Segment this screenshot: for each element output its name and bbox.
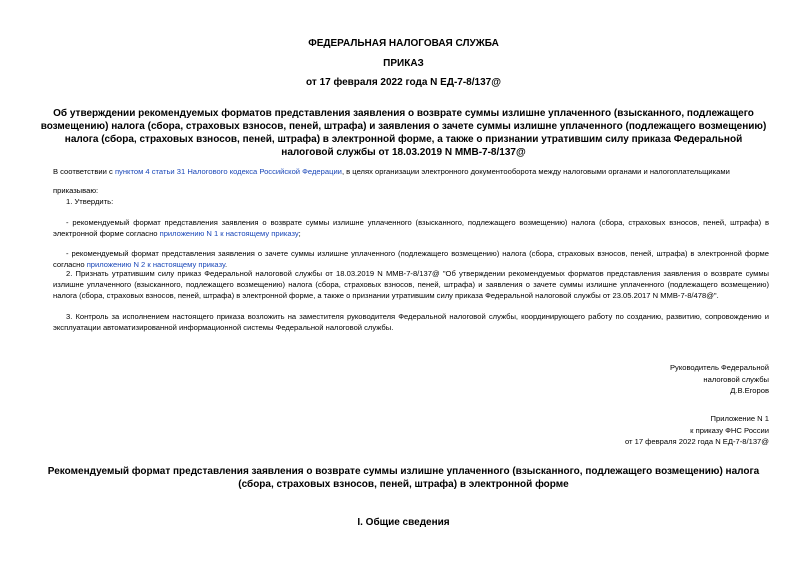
preamble bbox=[53, 166, 769, 177]
appendix-2-link[interactable]: приложению N 2 к настоящему приказу bbox=[86, 260, 225, 269]
signature-position: Руководитель Федеральной bbox=[669, 363, 769, 372]
item-1: 1. Утвердить: bbox=[66, 197, 114, 206]
tax-code-link[interactable]: пунктом 4 статьи 31 Налогового кодекса Российской Федерации bbox=[114, 167, 342, 176]
preamble-text-after: , в целях организации электронного документооборота между налоговыми органами и налогоплательщиками bbox=[341, 167, 730, 176]
signature-block bbox=[469, 362, 769, 397]
preamble-text-before: В соответствии с bbox=[53, 167, 115, 176]
item-3: 3. Контроль за исполнением настоящего приказа возложить на заместителя руководителя Федеральной налоговой службы, координирующего работу по созданию, развитию, сопровождению и эксплуатации автоматизированной информационной системы Федеральной налоговой службы. bbox=[53, 312, 769, 332]
appendix-title: Рекомендуемый формат представления заявления о возврате суммы излишне уплаченного (взысканного, подлежащего возмещению) налога (сбора, страховых взносов, пеней, штрафа) в электронной форме bbox=[47, 466, 760, 490]
signature-name: Д.В.Егоров bbox=[730, 386, 769, 395]
item-1b bbox=[53, 248, 769, 270]
order-word: приказываю: bbox=[53, 186, 99, 195]
appendix-number: Приложение N 1 bbox=[710, 414, 769, 423]
item-1a-text: - рекомендуемый формат представления заявления о возврате суммы излишне уплаченного (взысканного, подлежащего возмещению) налога (сбора, страховых взносов, пеней, штрафа) в электронной форме согласно bbox=[53, 218, 769, 238]
appendix-order-ref: к приказу ФНС России bbox=[690, 425, 769, 435]
appendix-date-number: от 17 февраля 2022 года N ЕД-7-8/137@ bbox=[624, 437, 769, 446]
item-2: 2. Признать утратившим силу приказ Федеральной налоговой службы от 18.03.2019 N ММВ-7-8/137@ "Об утверждении рекомендуемых форматов представления заявления о возврате суммы излишне уплаченного (взысканного, подлежащего возмещению) налога (сбора, страховых взносов, пеней, штрафа) и заявления о зачете суммы излишне уплаченного (подлежащего возмещению) налога (сбора, страховых взносов, пеней, штрафа) в электронной форме, а также о признании утратившим силу приказа Федеральной налоговой службы от 23.05.2017 N ММВ-7-8/478@". bbox=[53, 269, 769, 300]
item-1a-end: ; bbox=[298, 229, 301, 238]
item-1b-text: - рекомендуемый формат представления заявления о зачете суммы излишне уплаченного (подлежащего возмещению) налога (сбора, страховых взносов, пеней, штрафа) в электронной форме согласно bbox=[53, 249, 769, 269]
section-title: I. Общие сведения bbox=[357, 517, 450, 528]
item-1a bbox=[53, 217, 769, 239]
agency-heading: ФЕДЕРАЛЬНАЯ НАЛОГОВАЯ СЛУЖБА bbox=[308, 38, 499, 49]
item-1b-end: . bbox=[225, 260, 228, 269]
appendix-block bbox=[469, 413, 769, 448]
appendix-1-link[interactable]: приложению N 1 к настоящему приказу bbox=[159, 229, 299, 238]
document-title: Об утверждении рекомендуемых форматов представления заявления о возврате суммы излишне уплаченного (взысканного, подлежащего возмещению) налога (сбора, страховых взносов, пеней, штрафа) и заявления о зачете суммы излишне уплаченного (подлежащего возмещению) налога (сбора, страховых взносов, пеней, штрафа) в электронной форме, а также о признании утратившим силу приказа Федеральной налоговой службы от 18.03.2019 N ММВ-7-8/137@ bbox=[40, 108, 767, 158]
doc-date-number: от 17 февраля 2022 года N ЕД-7-8/137@ bbox=[306, 77, 501, 88]
signature-agency: налоговой службы bbox=[703, 374, 769, 384]
doc-type-heading: ПРИКАЗ bbox=[383, 58, 424, 69]
